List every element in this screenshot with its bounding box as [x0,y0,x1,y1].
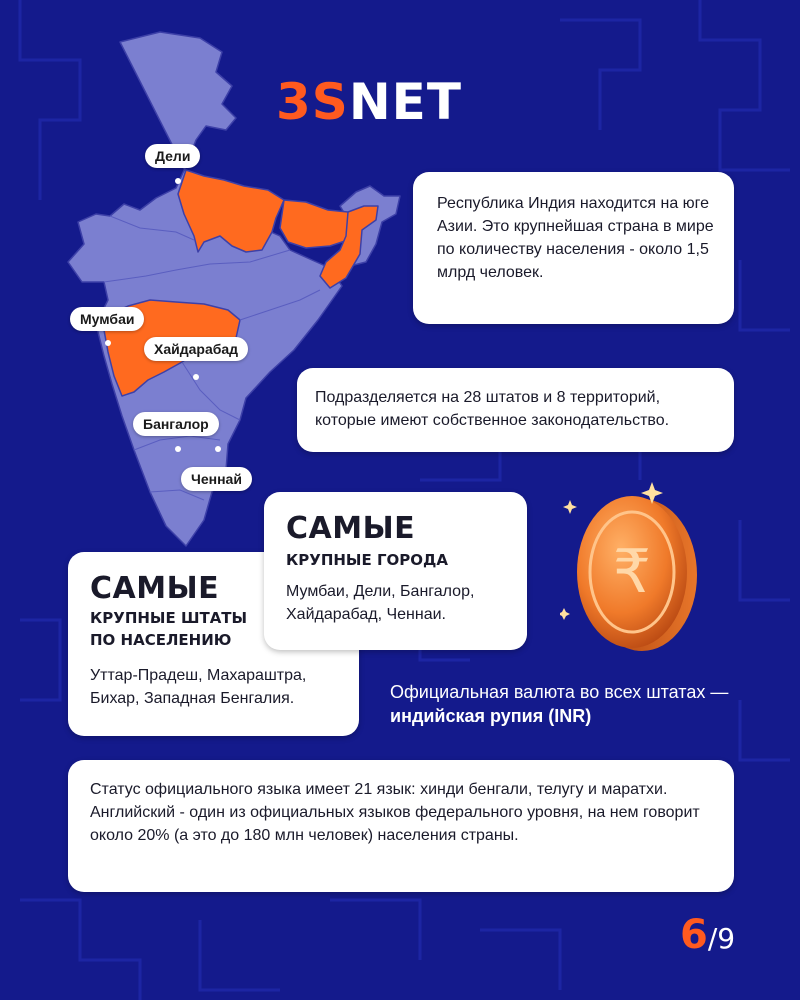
currency-highlight: индийская рупия (INR) [390,706,592,726]
page-total: /9 [707,922,736,955]
intro-card [413,172,734,324]
logo [276,73,462,131]
divisions-card [297,368,734,452]
pin-hyderabad [193,374,199,380]
cities-title: САМЫЕ [286,511,416,546]
currency-text [390,680,730,728]
coin-symbol: ₹ [612,537,652,607]
pin-chennai [215,446,221,452]
states-subtitle-1: КРУПНЫЕ ШТАТЫ [90,609,248,627]
languages-text: Статус официального языка имеет 21 язык: хинди бенгали, телугу и маратхи. Английский - один из официальных языков федерального уровня, на нем говорит около 20% (а это до 180 млн человек) населения страны. [90,781,700,844]
currency-prefix: Официальная валюта во всех штатах — [390,682,729,702]
divisions-text: Подразделяется на 28 штатов и 8 территорий, которые имеют собственное законодательство. [315,389,670,429]
cities-list: Мумбаи, Дели, Бангалор, Хайдарабад, Ченнаи. [286,583,475,623]
logo-part-net: NET [348,73,462,131]
page-indicator [680,912,735,958]
states-subtitle-2: ПО НАСЕЛЕНИЮ [90,631,232,649]
rupee-coin-icon [560,480,710,660]
page-current: 6 [680,912,708,958]
city-label-mumbai: Мумбаи [70,307,144,331]
states-title: САМЫЕ [90,571,220,606]
sparkle-2 [563,500,577,514]
city-label-bangalore: Бангалор [133,412,219,436]
logo-part-3s: 3S [276,73,349,131]
sparkle-3 [560,608,570,620]
city-label-chennai: Ченнай [181,467,252,491]
city-label-hyderabad: Хайдарабад [144,337,248,361]
pin-delhi [175,178,181,184]
city-label-delhi: Дели [145,144,200,168]
states-list: Уттар-Прадеш, Махараштра, Бихар, Западная Бенгалия. [90,667,307,707]
cities-subtitle: КРУПНЫЕ ГОРОДА [286,551,448,569]
pin-mumbai [105,340,111,346]
languages-card [68,760,734,892]
pin-bangalore [175,446,181,452]
intro-text: Республика Индия находится на юге Азии. Это крупнейшая страна в мире по количеству населения - около 1,5 млрд человек. [437,195,714,281]
cities-card [264,492,527,650]
